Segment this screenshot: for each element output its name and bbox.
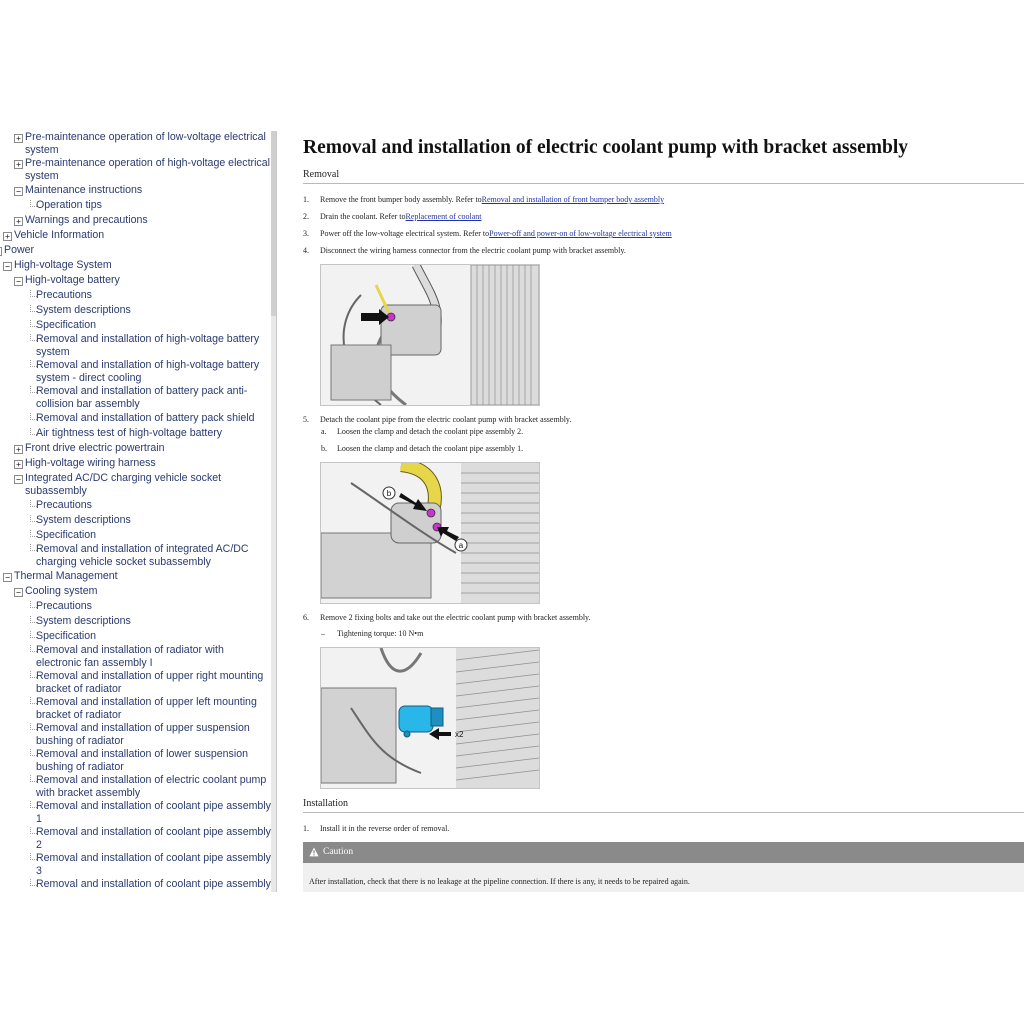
- sidebar-tree-item[interactable]: [0, 319, 271, 334]
- sidebar-tree-item-label: Removal and installation of battery pack anti-collision bar assembly: [36, 385, 248, 410]
- link-power-off[interactable]: Power-off and power-on of low-voltage electrical system: [489, 229, 672, 238]
- sidebar-tree-item[interactable]: [0, 157, 271, 185]
- sidebar-tree-item-label: Front drive electric powertrain: [25, 442, 165, 454]
- collapse-icon[interactable]: −: [14, 475, 23, 484]
- sidebar-tree-item-label: Maintenance instructions: [25, 184, 143, 196]
- sidebar-tree-item-label: High-voltage battery: [25, 274, 120, 286]
- bullet-dash: –: [321, 629, 325, 638]
- collapse-icon[interactable]: −: [14, 187, 23, 196]
- sidebar-tree-item-label: System descriptions: [36, 514, 131, 526]
- sidebar-tree-item[interactable]: [0, 214, 271, 229]
- collapse-icon[interactable]: −: [3, 262, 12, 271]
- sidebar-tree-item-label: Removal and installation of high-voltage battery system - direct cooling: [36, 359, 260, 384]
- warning-triangle-icon: [309, 847, 319, 857]
- sidebar-tree-item[interactable]: [0, 800, 271, 828]
- sidebar-tree-item-label: Removal and installation of lower suspension bushing of radiator: [36, 748, 248, 773]
- step-text: Drain the coolant. Refer to: [320, 212, 406, 221]
- sidebar-tree-item[interactable]: [0, 274, 271, 289]
- sidebar-tree-item[interactable]: [0, 304, 271, 319]
- sidebar-tree-item-label: Specification: [36, 319, 97, 331]
- sidebar-tree-item[interactable]: [0, 289, 271, 304]
- sidebar-tree-item[interactable]: [0, 570, 271, 585]
- sidebar-tree-item-label: Removal and installation of radiator with electronic fan assembly I: [36, 644, 224, 669]
- step-number: 1.: [303, 824, 309, 833]
- sidebar-tree-item[interactable]: [0, 615, 271, 630]
- caution-body: [303, 863, 1024, 892]
- sidebar-tree-item-label: Thermal Management: [14, 570, 118, 582]
- sidebar-tree-item-label: Pre-maintenance operation of high-voltage electrical system: [25, 157, 270, 182]
- substep-text: Loosen the clamp and detach the coolant pipe assembly 2.: [337, 427, 524, 436]
- pump-bolts-illustration: [321, 648, 539, 788]
- sidebar-tree-item-label: Warnings and precautions: [25, 214, 148, 226]
- sidebar-tree-item[interactable]: [0, 696, 271, 724]
- collapse-icon[interactable]: −: [14, 277, 23, 286]
- navigation-tree-panel: [0, 131, 271, 892]
- figure-fixing-bolts: [320, 647, 540, 789]
- sidebar-tree-item-label: Removal and installation of upper suspension bushing of radiator: [36, 722, 250, 747]
- figure-wiring-connector: [320, 264, 540, 406]
- expand-icon[interactable]: +: [14, 134, 23, 143]
- step-text: Install it in the reverse order of removal.: [320, 824, 450, 833]
- sidebar-tree-item-label: High-voltage System: [14, 259, 112, 271]
- step-number: 3.: [303, 229, 309, 238]
- callout-x2: x2: [455, 730, 464, 739]
- sidebar-tree-item-label: Removal and installation of electric coolant pump with bracket assembly: [36, 774, 267, 799]
- sidebar-tree-item-label: Removal and installation of coolant pipe assembly 3: [36, 852, 271, 877]
- sidebar-tree-item-label: Specification: [36, 529, 97, 541]
- installation-heading: Installation: [303, 798, 348, 809]
- sidebar-tree-item[interactable]: [0, 131, 271, 159]
- sidebar-tree-item-label: Precautions: [36, 600, 92, 612]
- sidebar-tree-item[interactable]: [0, 543, 271, 571]
- callout-b: b: [386, 489, 392, 498]
- step-number: 2.: [303, 212, 309, 221]
- sidebar-tree-item-label: Pre-maintenance operation of low-voltage electrical system: [25, 131, 266, 156]
- step-text: Power off the low-voltage electrical system. Refer to: [320, 229, 490, 238]
- sidebar-tree-item[interactable]: [0, 457, 271, 472]
- caution-label: Caution: [323, 847, 354, 857]
- step-number: 5.: [303, 415, 309, 424]
- sidebar-tree-item[interactable]: [0, 199, 271, 214]
- sidebar-tree-item-label: Air tightness test of high-voltage battery: [36, 427, 223, 439]
- sidebar-tree-item[interactable]: [0, 826, 271, 854]
- sidebar-tree-item[interactable]: [0, 229, 271, 244]
- collapse-icon[interactable]: [0, 247, 2, 256]
- sidebar-tree-item[interactable]: [0, 878, 271, 892]
- sidebar-tree-item[interactable]: [0, 499, 271, 514]
- substep-letter: a.: [321, 427, 327, 436]
- installation-divider: [303, 812, 1024, 813]
- sidebar-tree-item-label: Removal and installation of integrated AC/DC charging vehicle socket subassembly: [36, 543, 249, 568]
- sidebar-tree-item[interactable]: [0, 333, 271, 361]
- article-pane: [277, 131, 1024, 892]
- step-number: 4.: [303, 246, 309, 255]
- sidebar-tree-item[interactable]: [0, 630, 271, 645]
- sidebar-tree-item[interactable]: [0, 670, 271, 698]
- callout-a: a: [458, 541, 464, 550]
- page-title: Removal and installation of electric coolant pump with bracket assembly: [303, 137, 909, 158]
- step-text: Detach the coolant pipe from the electric coolant pump with bracket assembly.: [320, 415, 572, 424]
- figure-coolant-pipe: [320, 462, 540, 604]
- caution-header: [303, 842, 1024, 863]
- sidebar-tree-item[interactable]: [0, 412, 271, 427]
- sidebar-tree-item[interactable]: [0, 852, 271, 880]
- sidebar-tree-item-label: Specification: [36, 630, 97, 642]
- step-number: 1.: [303, 195, 309, 204]
- sidebar-tree-item[interactable]: [0, 442, 271, 457]
- link-front-bumper[interactable]: Removal and installation of front bumper body assembly: [481, 195, 665, 204]
- sidebar-tree-item[interactable]: [0, 585, 271, 600]
- sidebar-tree-item-label: System descriptions: [36, 304, 131, 316]
- sidebar-tree-item[interactable]: [0, 774, 271, 802]
- sidebar-tree-item[interactable]: [0, 514, 271, 529]
- step-text: Remove the front bumper body assembly. Refer to: [320, 195, 482, 204]
- step-number: 6.: [303, 613, 309, 622]
- sidebar-tree-item[interactable]: [0, 722, 271, 750]
- sidebar-tree-item[interactable]: [0, 359, 271, 387]
- engine-illustration: [321, 265, 539, 405]
- step-text: Remove 2 fixing bolts and take out the electric coolant pump with bracket assembly.: [320, 613, 591, 622]
- collapse-icon[interactable]: −: [3, 573, 12, 582]
- sidebar-tree-item-label: Power: [4, 244, 35, 256]
- torque-text: Tightening torque: 10 N•m: [337, 629, 424, 638]
- sidebar-tree-item[interactable]: [0, 472, 271, 500]
- sidebar-tree-item-label: Precautions: [36, 289, 92, 301]
- link-replacement-coolant[interactable]: Replacement of coolant: [405, 212, 482, 221]
- sidebar-tree-item-label: Removal and installation of high-voltage battery system: [36, 333, 260, 358]
- sidebar-tree-item[interactable]: [0, 529, 271, 544]
- expand-icon[interactable]: +: [14, 445, 23, 454]
- step-text: Disconnect the wiring harness connector from the electric coolant pump with bracket assembly.: [320, 246, 626, 255]
- sidebar-tree-item[interactable]: [0, 385, 271, 413]
- sidebar-tree-item-label: High-voltage wiring harness: [25, 457, 156, 469]
- document-viewer: [0, 131, 1024, 892]
- sidebar-tree-item-label: Vehicle Information: [14, 229, 105, 241]
- sidebar-tree-item-label: System descriptions: [36, 615, 131, 627]
- sidebar-tree-item[interactable]: [0, 600, 271, 615]
- sidebar-tree-item[interactable]: [0, 427, 271, 442]
- sidebar-tree-item[interactable]: [0, 748, 271, 776]
- sidebar-tree-item-label: Integrated AC/DC charging vehicle socket subassembly: [25, 472, 222, 497]
- sidebar-tree-item-label: Precautions: [36, 499, 92, 511]
- sidebar-tree-item-label: Removal and installation of coolant pipe assembly 2: [36, 826, 271, 851]
- sidebar-tree-item[interactable]: [0, 244, 271, 259]
- sidebar-tree-item[interactable]: [0, 259, 271, 274]
- substep-text: Loosen the clamp and detach the coolant pipe assembly 1.: [337, 444, 524, 453]
- coolant-pipe-illustration: [321, 463, 539, 603]
- collapse-icon[interactable]: −: [14, 588, 23, 597]
- expand-icon[interactable]: +: [14, 217, 23, 226]
- expand-icon[interactable]: +: [14, 160, 23, 169]
- sidebar-tree-item-label: Cooling system: [25, 585, 98, 597]
- sidebar-tree-item-label: Removal and installation of upper left mounting bracket of radiator: [36, 696, 257, 721]
- sidebar-tree-item-label: Removal and installation of coolant pipe assembly 1: [36, 800, 271, 825]
- sidebar-tree-item-label: Removal and installation of battery pack shield: [36, 412, 255, 424]
- sidebar-tree-item[interactable]: [0, 184, 271, 199]
- expand-icon[interactable]: +: [3, 232, 12, 241]
- sidebar-tree-item-label: Removal and installation of coolant pipe assembly: [36, 878, 271, 890]
- removal-divider: [303, 183, 1024, 184]
- substep-letter: b.: [321, 444, 327, 453]
- sidebar-tree-item[interactable]: [0, 644, 271, 672]
- sidebar-tree-item-label: Removal and installation of upper right mounting bracket of radiator: [36, 670, 264, 695]
- caution-text: After installation, check that there is no leakage at the pipeline connection. If there is any, it needs to be repaired again.: [309, 877, 690, 886]
- sidebar-tree-item-label: Operation tips: [36, 199, 102, 211]
- expand-icon[interactable]: +: [14, 460, 23, 469]
- removal-heading: Removal: [303, 169, 340, 180]
